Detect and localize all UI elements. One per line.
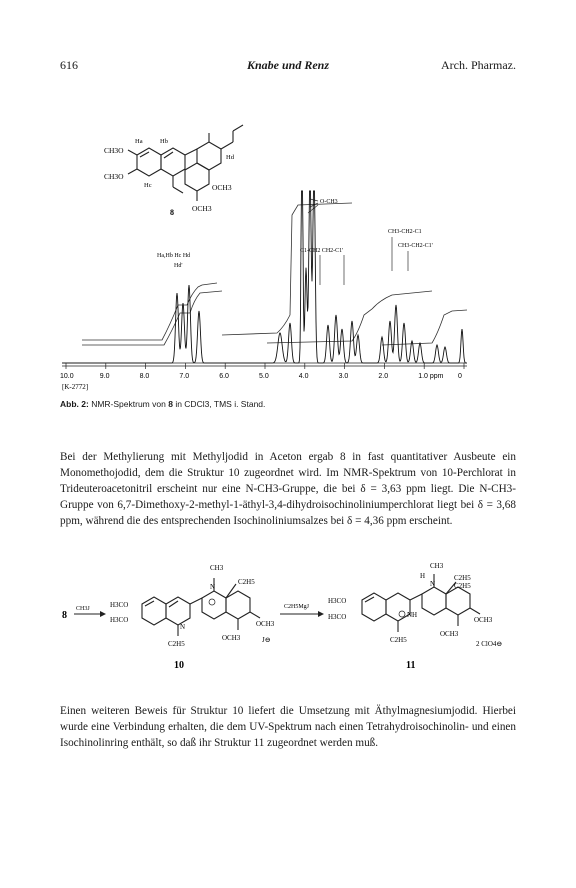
plate-code: [K-2772] [62, 383, 89, 391]
journal-name: Arch. Pharmaz. [441, 58, 516, 72]
compound-10-label: 10 [174, 660, 184, 671]
n-plus-11: N [430, 580, 436, 588]
h3co-11-b: H3CO [328, 613, 347, 621]
ha-label: Ha [135, 138, 143, 145]
nh-proton-11: H [420, 572, 426, 580]
ethyl-11-b: C2H5 [454, 582, 471, 590]
running-title: Knabe und Renz [246, 58, 330, 72]
hd-label: Hd [226, 154, 234, 161]
arrow-1-head [100, 611, 106, 617]
axis-tick-label: 8.0 [139, 373, 150, 380]
axis-tick-label: 6.0 [219, 373, 229, 380]
scheme-svg [56, 556, 520, 674]
anion-11: 2 ClO4⊖ [476, 640, 503, 648]
spectrum-trace [62, 191, 467, 363]
annotation-leaders [308, 199, 408, 285]
ethyl-10-b: C2H5 [168, 640, 185, 648]
ring-n-10: N [180, 623, 186, 631]
h3co-11-a: H3CO [328, 597, 347, 605]
caption-text-before: NMR-Spektrum von [91, 399, 166, 409]
axis-tick-label: 3.0 [338, 373, 349, 380]
page-number: 616 [60, 58, 78, 72]
hc-label: Hc [144, 182, 152, 189]
charge-10 [209, 599, 215, 605]
caption-text-after: in CDCl3, TMS i. Stand. [175, 399, 266, 409]
nmr-figure [52, 95, 472, 395]
och3-label-a: OCH3 [212, 183, 232, 192]
nmr-spectrum [52, 95, 472, 395]
h3co-10-b: H3CO [110, 616, 129, 624]
c1-ch2-label: C1-CH2 CH2-C1' [300, 248, 344, 254]
axis-tick-label: 9.0 [99, 373, 110, 380]
ethyl-label-b: CH3-CH2-C1' [398, 243, 433, 249]
ch3o-label-b: CH3O [104, 172, 124, 181]
ch3o-label-a: CH3O [104, 146, 124, 155]
ethyl-label-a: CH3-CH2-C1 [388, 229, 422, 235]
n-plus-10: N [210, 583, 216, 591]
hb-label: Hb [160, 138, 168, 145]
integration-curves [82, 203, 467, 345]
reagent-grignard: C2H5MgJ [284, 604, 310, 610]
ethyl-10: C2H5 [238, 578, 255, 586]
axis-tick-label: 10.0 [60, 373, 74, 380]
och3-label-b: OCH3 [192, 204, 212, 213]
page-header [60, 58, 516, 78]
axis-tick-label: 5.0 [259, 373, 269, 380]
compound-8-label: 8 [170, 208, 174, 217]
aromatic-sub-label: Hd' [174, 263, 183, 269]
paragraph-1: Bei der Methylierung mit Methyljodid in Aceton ergab 8 in fast quantitativer Ausbeute ein Monomethojodid, dem die Struktur 10 zugeordnet wird. Im NMR-Spektrum von 10-Perchlorat in Trideuteroacetonitril erscheint nur eine N-CH3-Gruppe, die bei δ = 3,63 ppm liegt. Die N-CH3-Gruppe von 6,7-Dimethoxy-2-methyl-1-äthyl-3,4-dihydroisochinoliniumperchlorat liegt bei δ = 3,68 ppm, während die des entsprechenden Isochinoliniumsalzes bei δ = 4,36 ppm erscheint. [60, 451, 516, 528]
compound-11-label: 11 [406, 660, 416, 671]
och3-11-a: OCH3 [474, 616, 493, 624]
n-methyl-11: CH3 [430, 562, 444, 570]
axis-ticks [60, 363, 464, 380]
ring-nh-11: NH [407, 611, 418, 619]
caption-compound: 8 [168, 399, 173, 409]
n-methyl-10: CH3 [210, 564, 224, 572]
ethyl-11-c: C2H5 [390, 636, 407, 644]
reaction-scheme [56, 556, 520, 674]
o-ch3-label: O-CH3 [320, 199, 338, 205]
reagent-ch3j: CH3J [76, 606, 90, 612]
caption-label: Abb. 2: [60, 399, 89, 409]
och3-11-b: OCH3 [440, 630, 459, 638]
axis-tick-label: 1.0 ppm [418, 373, 444, 380]
axis-tick-label: 7.0 [179, 373, 190, 380]
anion-10: J⊖ [262, 636, 271, 644]
figure-caption [60, 399, 265, 409]
arrow-2-head [318, 611, 324, 617]
ethyl-11-a: C2H5 [454, 574, 471, 582]
axis-tick-label: 0 [458, 373, 462, 380]
charge-11 [399, 611, 405, 617]
start-compound-8: 8 [62, 610, 67, 621]
aromatic-group-label: Ha,Hb Hc Hd [157, 253, 191, 259]
och3-10-b: OCH3 [222, 634, 241, 642]
axis-tick-label: 4.0 [298, 373, 309, 380]
och3-10-a: OCH3 [256, 620, 275, 628]
structure-10 [142, 578, 260, 636]
paragraph-2: Einen weiteren Beweis für Struktur 10 liefert die Umsetzung mit Äthylmagnesiumjodid. Hierbei wurde eine Verbindung erhalten, die dem UV-Spektrum nach einen Tetrahydroisochinolin- und einen Isochinolinring enthält, so daß ihr Struktur 11 zugeordnet werden muß. [60, 705, 516, 750]
axis-tick-label: 2.0 [378, 373, 389, 380]
h3co-10-a: H3CO [110, 601, 129, 609]
